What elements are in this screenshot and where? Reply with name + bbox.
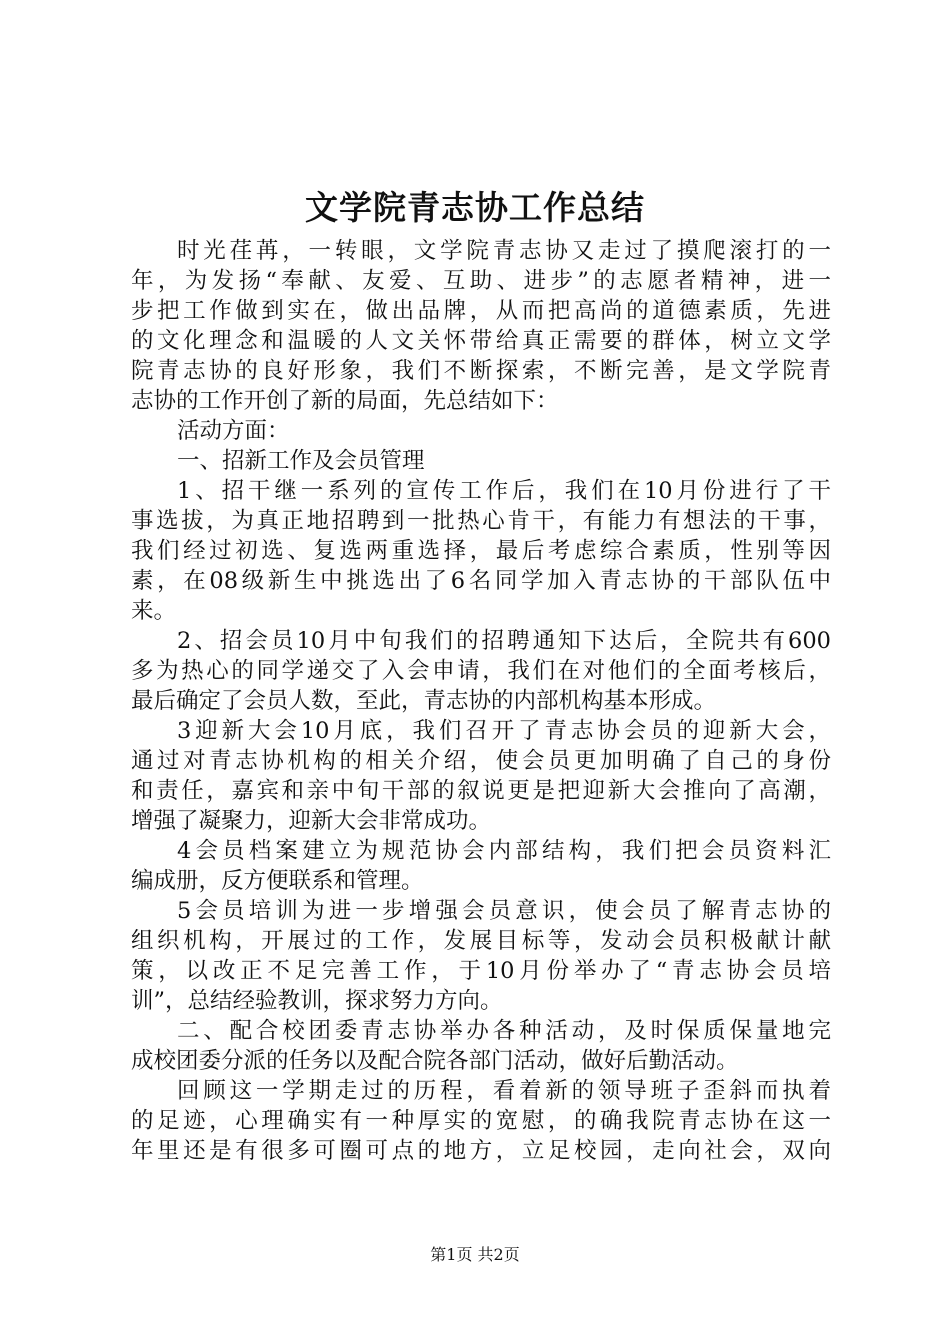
text-line: 院青志协的良好形象，我们不断探索，不断完善，是文学院青 [131,358,831,384]
document-body [131,236,831,1166]
text-line: 5会员培训为进一步增强会员意识，使会员了解青志协的 [177,898,831,924]
text-line: 来。 [131,598,177,624]
document-title: 文学院青志协工作总结 [305,188,645,227]
text-line: 年，为发扬“奉献、友爱、互助、进步”的志愿者精神，进一 [131,268,831,294]
text-line: 时光荏苒，一转眼，文学院青志协又走过了摸爬滚打的一 [177,238,831,264]
text-line: 步把工作做到实在，做出品牌，从而把高尚的道德素质，先进 [131,298,831,324]
text-line: 素，在08级新生中挑选出了6名同学加入青志协的干部队伍中 [131,568,831,594]
text-line: 二、配合校团委青志协举办各种活动，及时保质保量地完 [177,1018,831,1044]
text-line: 3迎新大会10月底，我们召开了青志协会员的迎新大会， [177,718,831,744]
text-line: 编成册，反方便联系和管理。 [131,868,424,894]
text-line: 的足迹，心理确实有一种厚实的宽慰，的确我院青志协在这一 [131,1108,831,1134]
text-line: 我们经过初选、复选两重选择，最后考虑综合素质，性别等因 [131,538,831,564]
text-line: 年里还是有很多可圈可点的地方，立足校园，走向社会，双向 [131,1138,831,1164]
text-line: 志协的工作开创了新的局面，先总结如下： [131,388,559,414]
text-line: 增强了凝聚力，迎新大会非常成功。 [131,808,492,834]
text-line: 回顾这一学期走过的历程，看着新的领导班子歪斜而执着 [177,1078,831,1104]
text-line: 成校团委分派的任务以及配合院各部门活动，做好后勤活动。 [131,1048,739,1074]
text-line: 活动方面： [177,418,290,444]
text-line: 通过对青志协机构的相关介绍，使会员更加明确了自己的身份 [131,748,831,774]
text-line: 的文化理念和温暖的人文关怀带给真正需要的群体，树立文学 [131,328,831,354]
text-line: 训”，总结经验教训，探求努力方向。 [131,988,503,1014]
text-line: 2、招会员10月中旬我们的招聘通知下达后，全院共有600 [177,628,831,654]
text-line: 最后确定了会员人数，至此，青志协的内部机构基本形成。 [131,688,717,714]
text-line: 组织机构，开展过的工作，发展目标等，发动会员积极献计献 [131,928,831,954]
text-line: 1、招干继一系列的宣传工作后，我们在10月份进行了干 [177,478,831,504]
page-footer: 第1页 共2页 [430,1245,520,1264]
text-line: 一、招新工作及会员管理 [177,448,425,474]
text-line: 策，以改正不足完善工作，于10月份举办了“青志协会员培 [131,958,831,984]
text-line: 和责任，嘉宾和亲中旬干部的叙说更是把迎新大会推向了高潮， [131,778,831,804]
text-line: 4会员档案建立为规范协会内部结构，我们把会员资料汇 [177,838,831,864]
text-line: 多为热心的同学递交了入会申请，我们在对他们的全面考核后， [131,658,831,684]
text-line: 事选拔，为真正地招聘到一批热心肯干，有能力有想法的干事， [131,508,831,534]
